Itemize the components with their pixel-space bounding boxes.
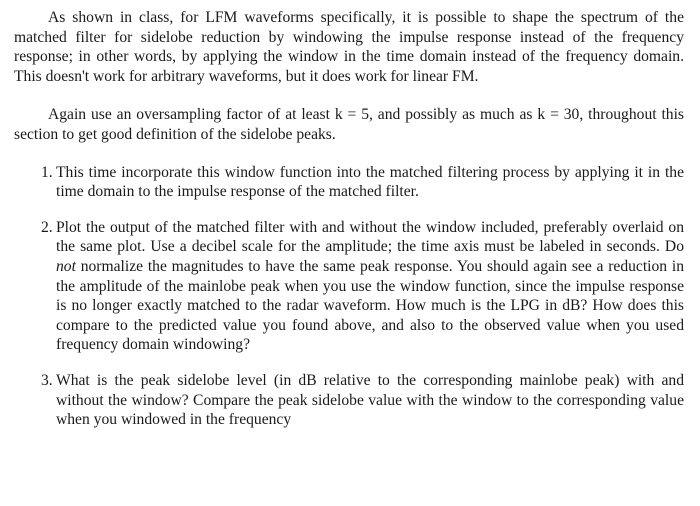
list-item-text [56, 218, 684, 355]
text-segment: Plot the output of the matched filter with and without the window included, preferably overlaid on the same plot. Use a decibel scale for the amplitude; the time axis must be labeled in seconds. Do [56, 218, 684, 256]
list-number: 3. [41, 371, 53, 389]
text-segment: normalize the magnitudes to have the same peak response. You should again see a reduction in the amplitude of the mainlobe peak when you use the window function, since the impulse response is no longer exactly matched to the radar waveform. How much is the LPG in dB? How does this compare to the predicted value you found above, and also to the observed value when you used frequency domain windowing? [56, 257, 684, 354]
list-number: 2. [41, 218, 53, 236]
list-item-2 [14, 218, 684, 355]
emphasis-text: not [56, 257, 76, 275]
oversampling-paragraph: Again use an oversampling factor of at least k = 5, and possibly as much as k = 30, throughout this section to get good definition of the sidelobe peaks. [14, 106, 684, 143]
list-item-3 [14, 371, 684, 430]
list-number: 1. [41, 163, 53, 181]
list-item-text: What is the peak sidelobe level (in dB relative to the corresponding mainlobe peak) with and without the window? Compare the peak sidelobe value with the window to the corresponding value when you windowed in the frequency [56, 371, 684, 429]
intro-paragraph: As shown in class, for LFM waveforms specifically, it is possible to shape the spectrum of the matched filter for sidelobe reduction by windowing the impulse response instead of the frequency response; in other words, by applying the window in the time domain instead of the frequency domain. This doesn't work for arbitrary waveforms, but it does work for linear FM. [14, 9, 684, 85]
list-item-1 [14, 163, 684, 202]
task-list [14, 163, 684, 430]
list-item-text: This time incorporate this window function into the matched filtering process by applying it in the time domain to the impulse response of the matched filter. [56, 163, 684, 201]
